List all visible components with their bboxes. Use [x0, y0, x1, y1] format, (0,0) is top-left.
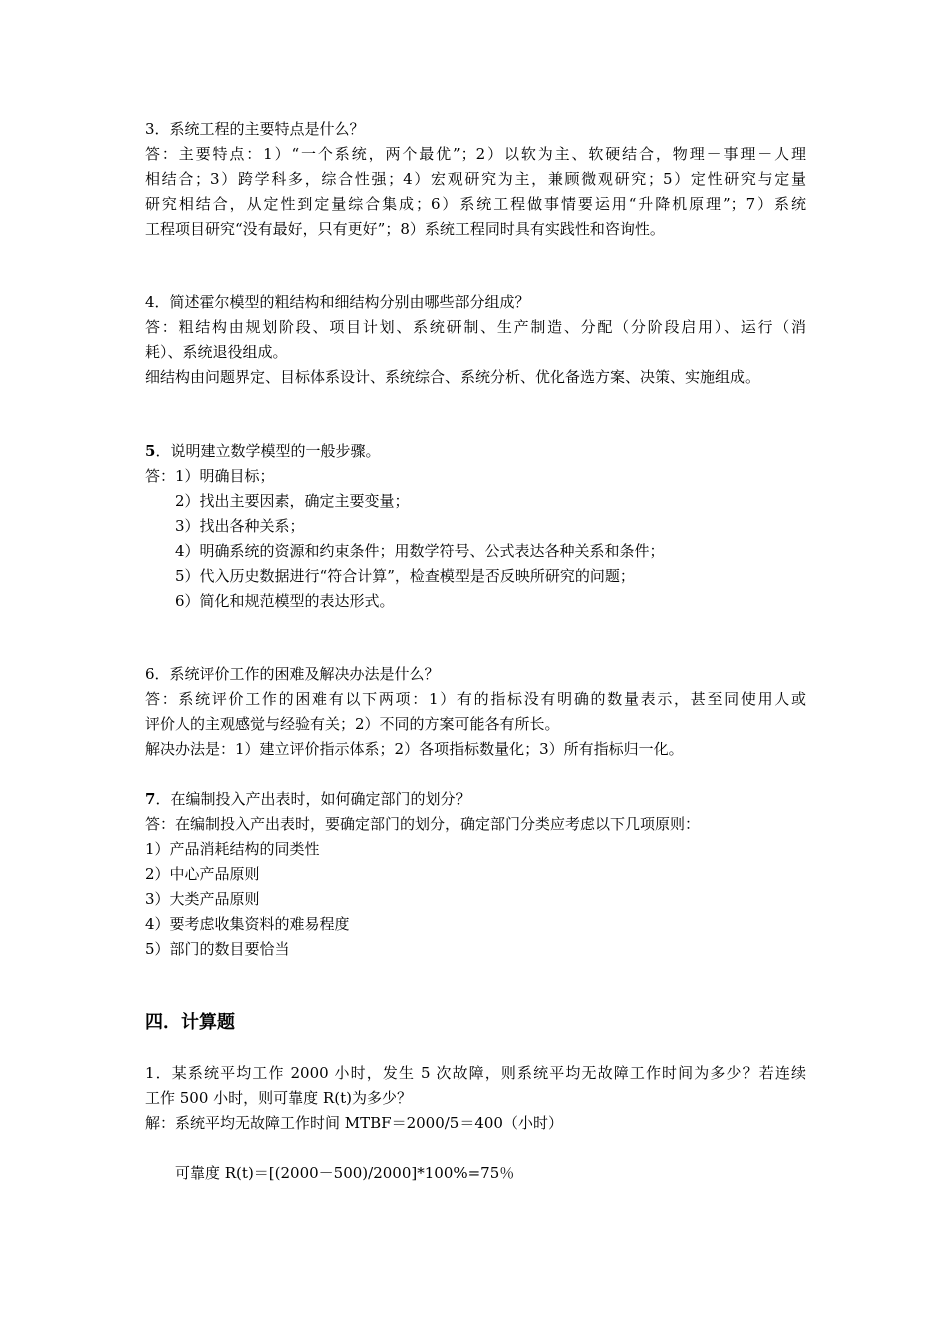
- section-heading: 四．计算题: [145, 1012, 235, 1033]
- answer-line: 耗）、系统退役组成。: [145, 343, 288, 361]
- step-item: 6）简化和规范模型的表达形式。: [175, 592, 395, 610]
- step-item: 2）找出主要因素，确定主要变量；: [175, 492, 410, 510]
- principle-item: 5）部门的数目要恰当: [145, 940, 290, 958]
- question-6-title: 6．系统评价工作的困难及解决办法是什么？: [145, 665, 440, 683]
- question-4-title: 4．简述霍尔模型的粗结构和细结构分别由哪些部分组成？: [145, 293, 530, 311]
- calc-question-line: 1．某系统平均工作 2000 小时，发生 5 次故障，则系统平均无故障工作时间为多少？若连续: [145, 1064, 806, 1082]
- step-item: 5）代入历史数据进行“符合计算”，检查模型是否反映所研究的问题；: [175, 567, 635, 585]
- principle-item: 1）产品消耗结构的同类性: [145, 840, 320, 858]
- question-4: [145, 290, 806, 390]
- answer-line: 相结合；3）跨学科多，综合性强；4）宏观研究为主，兼顾微观研究；5）定性研究与定量: [145, 170, 806, 188]
- question-5-title: 5．说明建立数学模型的一般步骤。: [145, 442, 381, 460]
- principle-item: 3）大类产品原则: [145, 890, 260, 908]
- answer-line: 评价人的主观感觉与经验有关；2）不同的方案可能各有所长。: [145, 715, 560, 733]
- question-5: [145, 439, 806, 614]
- principle-item: 4）要考虑收集资料的难易程度: [145, 915, 350, 933]
- reliability-result: [145, 1161, 806, 1186]
- question-6: [145, 662, 806, 762]
- question-3: [145, 117, 806, 242]
- answer-line: 答：在编制投入产出表时，要确定部门的划分，确定部门分类应考虑以下几项原则：: [145, 815, 701, 833]
- calc-question-1: [145, 1061, 806, 1136]
- solution-line: 解：系统平均无故障工作时间 MTBF＝2000/5＝400（小时）: [145, 1114, 563, 1132]
- step-item: 4）明确系统的资源和约束条件；用数学符号、公式表达各种关系和条件；: [175, 542, 665, 560]
- answer-line: 答：主要特点：1）“一个系统，两个最优”；2）以软为主、软硬结合，物理－事理－人理: [145, 145, 806, 163]
- step-item: 3）找出各种关系；: [175, 517, 305, 535]
- question-3-title: 3．系统工程的主要特点是什么？: [145, 120, 365, 138]
- question-7-title: 7．在编制投入产出表时，如何确定部门的划分？: [145, 790, 471, 808]
- answer-line: 研究相结合，从定性到定量综合集成；6）系统工程做事情要运用“升降机原理”；7）系统: [145, 195, 806, 213]
- answer-line: 答：粗结构由规划阶段、项目计划、系统研制、生产制造、分配（分阶段启用）、运行（消: [145, 318, 806, 336]
- question-7: [145, 787, 806, 962]
- answer-line: 答：系统评价工作的困难有以下两项：1）有的指标没有明确的数量表示，甚至同使用人或: [145, 690, 806, 708]
- answer-line: 工程项目研究“没有最好，只有更好”；8）系统工程同时具有实践性和咨询性。: [145, 220, 665, 238]
- answer-line: 细结构由问题界定、目标体系设计、系统综合、系统分析、优化备选方案、决策、实施组成。: [145, 368, 761, 386]
- answer-line: 解决办法是：1）建立评价指示体系；2）各项指标数量化；3）所有指标归一化。: [145, 740, 684, 758]
- principle-item: 2）中心产品原则: [145, 865, 260, 883]
- answer-line: 答：1）明确目标；: [145, 467, 275, 485]
- reliability-line: 可靠度 R(t)＝[(2000－500)/2000]*100%=75％: [175, 1164, 515, 1182]
- calc-question-line: 工作 500 小时，则可靠度 R(t)为多少？: [145, 1089, 412, 1107]
